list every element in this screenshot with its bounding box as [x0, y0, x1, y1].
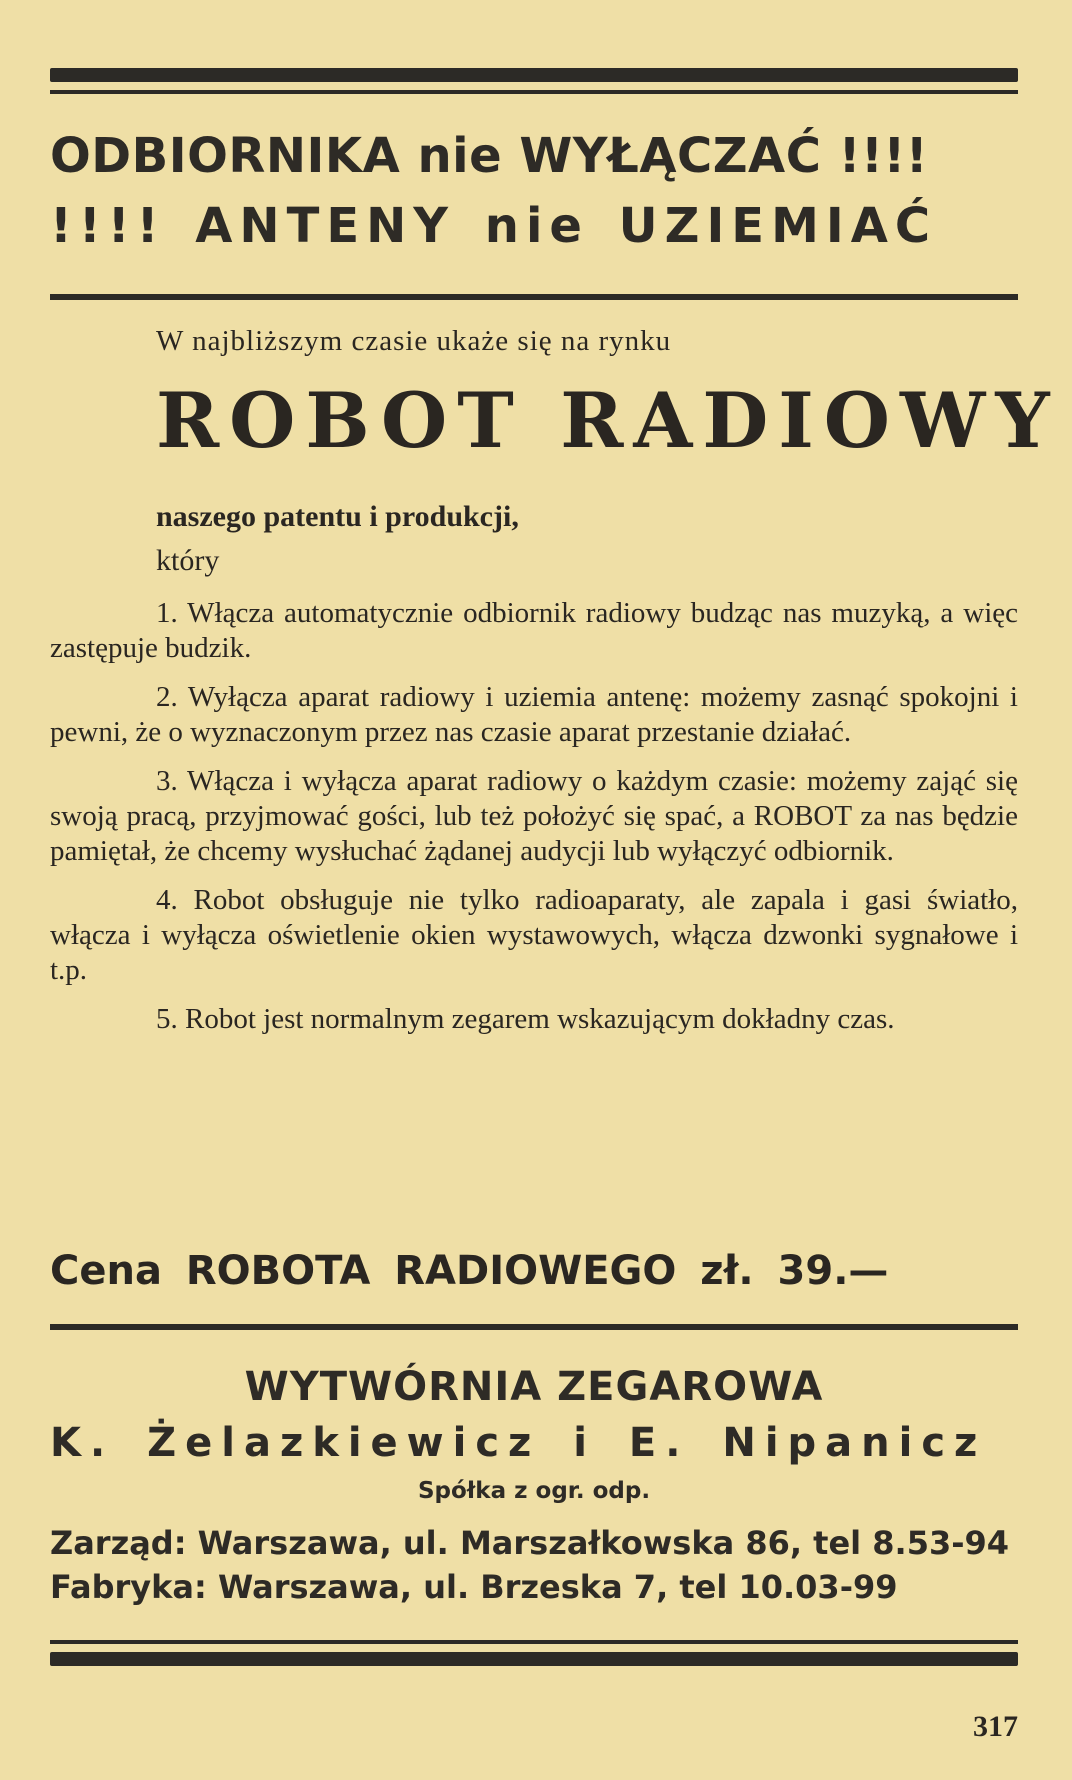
feature-item-4: 4. Robot obsługuje nie tylko radioaparaty, ale zapala i gasi światło, włącza i wyłącza oświetlenie okien wystawowych, włącza dzwonki sygnałowe i t.p.: [50, 884, 1018, 986]
divider: [50, 1324, 1018, 1330]
feature-item-1: 1. Włącza automatycznie odbiornik radiowy budząc nas muzyką, a więc zastępuje budzik.: [50, 597, 1018, 664]
page-number: 317: [973, 1710, 1018, 1743]
intro-line-2: który: [156, 544, 220, 577]
intro-line-1: naszego patentu i produkcji,: [156, 500, 519, 533]
product-name: ROBOT RADIOWY: [156, 376, 1060, 465]
headline-line-1: ODBIORNIKA nie WYŁĄCZAĆ !!!!: [50, 128, 929, 184]
company-name: WYTWÓRNIA ZEGAROWA: [244, 1364, 824, 1410]
top-border: [50, 68, 1018, 94]
office-address: Zarząd: Warszawa, ul. Marszałkowska 86, tel 8.53-94: [50, 1524, 1010, 1562]
feature-item-2: 2. Wyłącza aparat radiowy i uziemia antenę: możemy zasnąć spokojni i pewni, że o wyznaczonym przez nas czasie aparat przestanie działać.: [50, 681, 1018, 748]
headline-line-2: !!!! ANTENY nie UZIEMIAĆ: [50, 198, 938, 254]
feature-item-3: 3. Włącza i wyłącza aparat radiowy o każdym czasie: możemy zająć się swoją pracą, przyjmować gości, lub też położyć się spać, a ROBOT za nas będzie pamiętał, że chcemy wysłuchać żądanej audycji lub wyłączyć odbiornik.: [50, 765, 1018, 867]
feature-list: [50, 596, 1018, 1037]
divider: [50, 294, 1018, 300]
price-line: Cena ROBOTA RADIOWEGO zł. 39.—: [50, 1248, 889, 1294]
company-legal-form: Spółka z ogr. odp.: [417, 1478, 651, 1504]
advertisement-page: [50, 0, 1060, 1780]
rule-thin: [50, 90, 1018, 94]
factory-address: Fabryka: Warszawa, ul. Brzeska 7, tel 10.03-99: [50, 1568, 898, 1606]
bottom-border: [50, 1640, 1018, 1666]
feature-item-5: 5. Robot jest normalnym zegarem wskazującym dokładny czas.: [156, 1003, 895, 1035]
company-owners: K. Żelazkiewicz i E. Nipanicz: [50, 1420, 987, 1466]
rule-thick: [50, 68, 1018, 82]
announcement: W najbliższym czasie ukaże się na rynku: [156, 325, 672, 357]
rule-thick: [50, 1652, 1018, 1666]
